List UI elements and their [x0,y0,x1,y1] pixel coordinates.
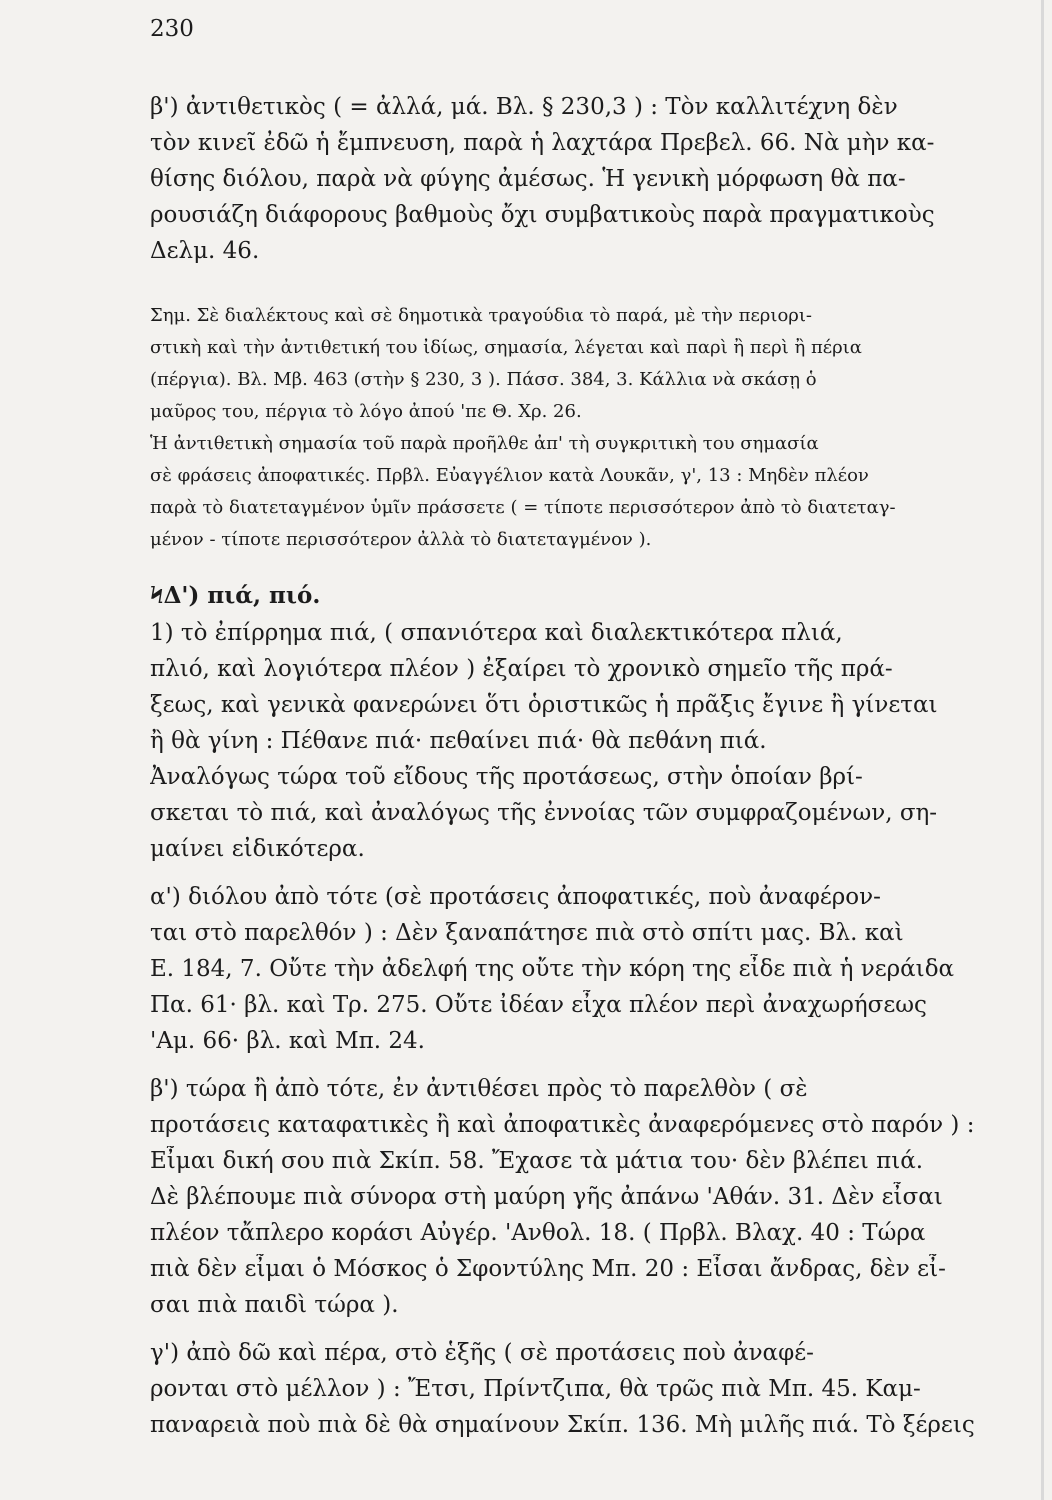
note-line: μένον - τίποτε περισσότερον ἀλλὰ τὸ διατεταγμένον ). [150,529,652,550]
text-line: παναρειὰ ποὺ πιὰ δὲ θὰ σημαίνουν Σκίπ. 136. Μὴ μιλῆς πιά. Τὸ ξέρεις [150,1412,975,1438]
text-line: Δελμ. 46. [150,238,260,264]
text-line: Δὲ βλέπουμε πιὰ σύνορα στὴ μαύρη γῆς ἀπάνω 'Αθάν. 31. Δὲν εἶσαι [150,1184,943,1210]
text-line: Πα. 61· βλ. καὶ Τρ. 275. Οὔτε ἰδέαν εἶχα πλέον περὶ ἀναχωρήσεως [150,992,927,1018]
text-line: ρουσιάζη διάφορους βαθμοὺς ὄχι συμβατικοὺς παρὰ πραγματικοὺς [150,202,935,228]
text-line: Ε. 184, 7. Οὔτε τὴν ἀδελφή της οὔτε τὴν κόρη της εἶδε πιὰ ἡ νεράιδα [150,956,955,982]
text-line: σαι πιὰ παιδὶ τώρα ). [150,1292,399,1318]
text-line: πιὰ δὲν εἶμαι ὁ Μόσκος ὁ Σφοντύλης Μπ. 20 : Εἶσαι ἄνδρας, δὲν εἶ- [150,1256,946,1282]
text-line: Εἶμαι δική σου πιὰ Σκίπ. 58. Ἔχασε τὰ μάτια του· δὲν βλέπει πιά. [150,1148,924,1174]
note-line: μαῦρος του, πέργια τὸ λόγο ἀπού 'πε Θ. Χρ. 26. [150,401,582,422]
section-heading: ϞΔ') πιά, πιό. [150,582,321,609]
text-line: σκεται τὸ πιά, καὶ ἀναλόγως τῆς ἐννοίας τῶν συμφραζομένων, ση- [150,800,938,826]
text-line: 1) τὸ ἐπίρρημα πιά, ( σπανιότερα καὶ διαλεκτικότερα πλιά, [150,620,843,646]
text-line: προτάσεις καταφατικὲς ἢ καὶ ἀποφατικὲς ἀναφερόμενες στὸ παρόν ) : [150,1112,975,1138]
text-line: β') τώρα ἢ ἀπὸ τότε, ἐν ἀντιθέσει πρὸς τὸ παρελθὸν ( σὲ [150,1076,808,1102]
note-line: Σημ. Σὲ διαλέκτους καὶ σὲ δημοτικὰ τραγούδια τὸ παρά, μὲ τὴν περιορι- [150,305,813,326]
text-line: ξεως, καὶ γενικὰ φανερώνει ὅτι ὁριστικῶς ἡ πρᾶξις ἔγινε ἢ γίνεται [150,692,938,718]
text-line: α') διόλου ἀπὸ τότε (σὲ προτάσεις ἀποφατικές, ποὺ ἀναφέρον- [150,884,881,910]
text-line: ρονται στὸ μέλλον ) : Ἔτσι, Πρίντζιπα, θὰ τρῶς πιὰ Μπ. 45. Καμ- [150,1376,921,1402]
text-line: ἢ θὰ γίνη : Πέθανε πιά· πεθαίνει πιά· θὰ πεθάνη πιά. [150,728,767,754]
text-line: πλιό, καὶ λογιότερα πλέον ) ἐξαίρει τὸ χρονικὸ σημεῖο τῆς πρά- [150,656,893,682]
note-line: σὲ φράσεις ἀποφατικές. Πρβλ. Εὐαγγέλιον κατὰ Λουκᾶν, γ', 13 : Μηδὲν πλέον [150,465,869,486]
page-number: 230 [150,16,194,42]
text-line: 'Αμ. 66· βλ. καὶ Μπ. 24. [150,1028,425,1054]
text-line: ται στὸ παρελθόν ) : Δὲν ξαναπάτησε πιὰ στὸ σπίτι μας. Βλ. καὶ [150,920,904,946]
text-line: πλέον τἄπλερο κοράσι Αὐγέρ. 'Ανθολ. 18. ( Πρβλ. Βλαχ. 40 : Τώρα [150,1220,926,1246]
page-edge-shadow [1041,0,1044,1500]
text-line: μαίνει εἰδικότερα. [150,836,365,862]
note-line: (πέργια). Βλ. Μβ. 463 (στὴν § 230, 3 ). Πάσσ. 384, 3. Κάλλια νὰ σκάσῃ ὁ [150,369,817,390]
text-line: β') ἀντιθετικὸς ( = ἀλλά, μά. Βλ. § 230,3 ) : Τὸν καλλιτέχνη δὲν [150,94,898,120]
text-line: θίσης διόλου, παρὰ νὰ φύγης ἀμέσως. Ἡ γενικὴ μόρφωση θὰ πα- [150,166,906,192]
note-line: παρὰ τὸ διατεταγμένον ὑμῖν πράσσετε ( = τίποτε περισσότερον ἀπὸ τὸ διατεταγ- [150,497,896,518]
text-line: Ἀναλόγως τώρα τοῦ εἴδους τῆς προτάσεως, στὴν ὁποίαν βρί- [150,764,863,790]
text-line: τὸν κινεῖ ἐδῶ ἡ ἔμπνευση, παρὰ ἡ λαχτάρα Πρεβελ. 66. Νὰ μὴν κα- [150,130,935,156]
note-line: Ἡ ἀντιθετικὴ σημασία τοῦ παρὰ προῆλθε ἀπ' τὴ συγκριτικὴ του σημασία [150,433,819,454]
text-line: γ') ἀπὸ δῶ καὶ πέρα, στὸ ἑξῆς ( σὲ προτάσεις ποὺ ἀναφέ- [150,1340,814,1366]
note-line: στικὴ καὶ τὴν ἀντιθετική του ἰδίως, σημασία, λέγεται καὶ παρὶ ἢ περὶ ἢ πέρια [150,337,862,358]
